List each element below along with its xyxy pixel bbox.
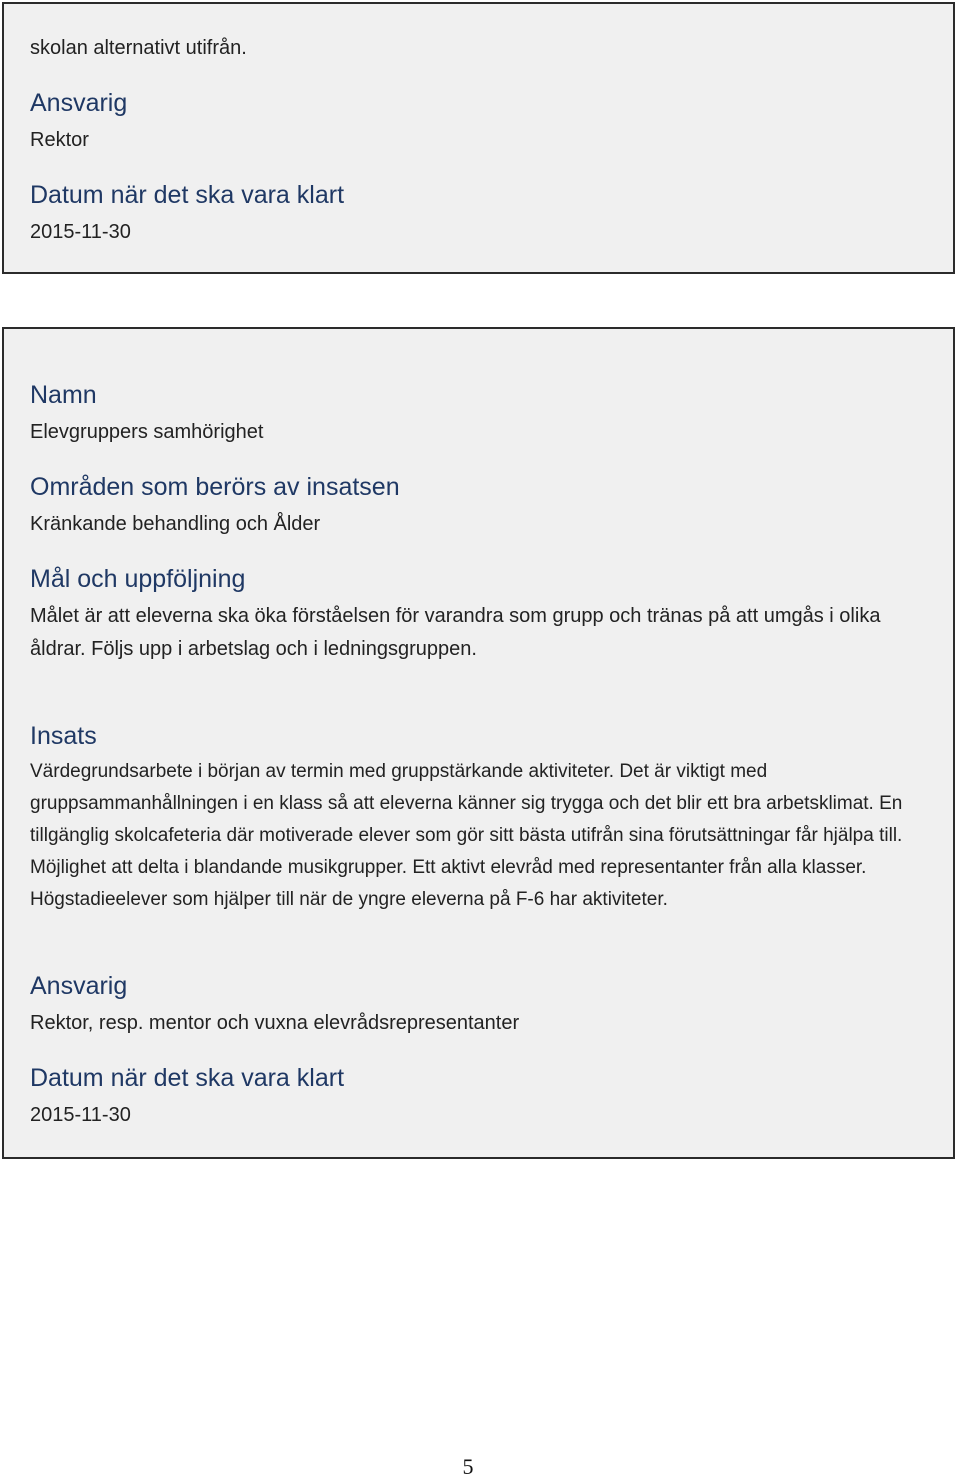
deadline-value: 2015-11-30 <box>30 221 131 243</box>
name-value: Elevgruppers samhörighet <box>30 421 264 443</box>
responsible-heading: Ansvarig <box>30 89 128 117</box>
responsible-value: Rektor <box>30 129 89 151</box>
name-heading: Namn <box>30 381 97 409</box>
measure-box <box>2 327 955 1159</box>
deadline-heading: Datum när det ska vara klart <box>30 1064 345 1092</box>
intro-text: skolan alternativt utifrån. <box>30 37 247 59</box>
deadline-heading: Datum när det ska vara klart <box>30 181 345 209</box>
goal-text-line2: åldrar. Följs upp i arbetslag och i ledningsgruppen. <box>30 638 477 660</box>
responsible-heading: Ansvarig <box>30 972 128 1000</box>
goal-heading: Mål och uppföljning <box>30 565 246 593</box>
areas-heading: Områden som berörs av insatsen <box>30 473 400 501</box>
areas-value: Kränkande behandling och Ålder <box>30 513 321 535</box>
deadline-value: 2015-11-30 <box>30 1104 131 1126</box>
effort-text: Värdegrundsarbete i början av termin med gruppstärkande aktiviteter. Det är viktigt med gruppsammanhållningen i en klass så att eleverna känner sig trygga och det blir ett bra arbetsklimat. En tillgänglig skolcafeteria där motiverade elever som gör sitt bästa utifrån sina förutsättningar får hjälpa till. Möjlighet att delta i blandande musikgrupper. Ett aktivt elevråd med representanter från alla klasser. Högstadieelever som hjälper till när de yngre eleverna på F-6 har aktiviteter. <box>30 761 903 910</box>
responsible-value: Rektor, resp. mentor och vuxna elevrådsrepresentanter <box>30 1012 520 1034</box>
page-number: 5 <box>462 1454 474 1479</box>
goal-text-line1: Målet är att eleverna ska öka förståelsen för varandra som grupp och tränas på att umgås i olika <box>30 605 881 627</box>
measure-box-continued <box>2 2 955 274</box>
effort-heading: Insats <box>30 722 97 750</box>
